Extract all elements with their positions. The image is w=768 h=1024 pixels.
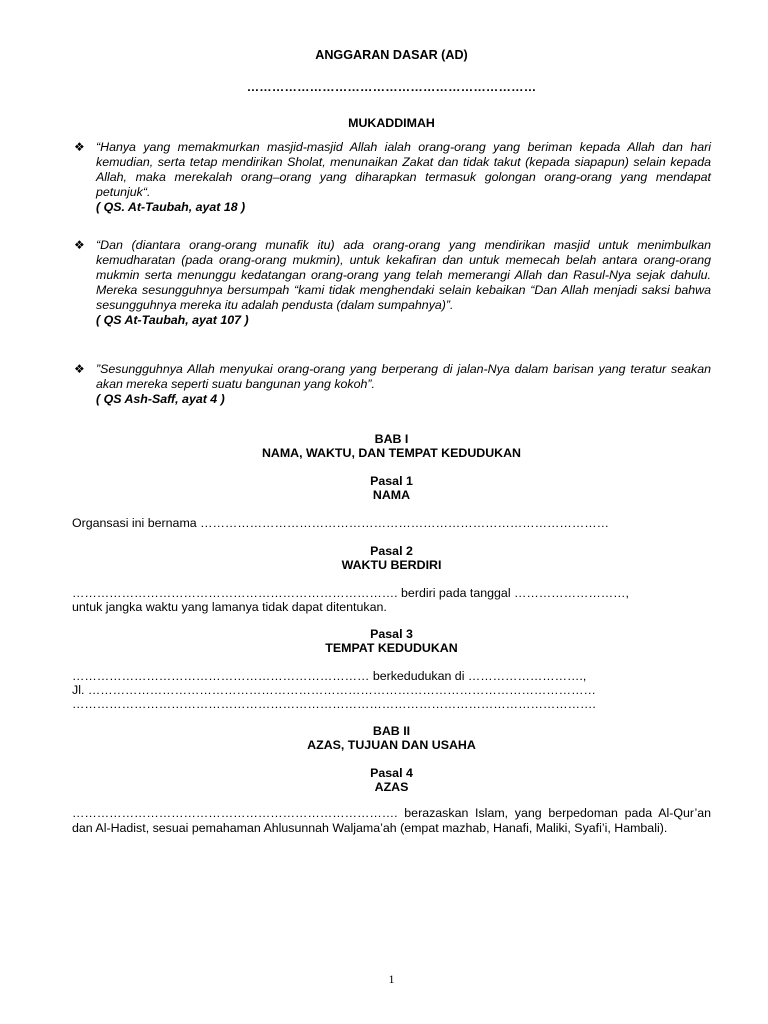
chapter-2-title: AZAS, TUJUAN DAN USAHA [307, 738, 476, 752]
quote-reference: ( QS. At-Taubah, ayat 18 ) [96, 200, 246, 214]
article-3-line-3: ………………………………………………………………………………………………………………. [72, 697, 596, 711]
diamond-bullet-icon: ❖ [74, 362, 85, 376]
quote-text: ”Sesungguhnya Allah menyukai orang-orang yang berperang di jalan-Nya dalam barisan yang teratur seakan akan mereka seperti suatu bangunan yang kokoh”. [96, 362, 711, 391]
chapter-1-label: BAB I [374, 432, 409, 446]
quote-block [72, 238, 711, 328]
document-page [72, 0, 711, 1024]
chapter-2-label: BAB II [372, 724, 411, 738]
article-2-line-2: untuk jangka waktu yang lamanya tidak dapat ditentukan. [72, 600, 387, 614]
quote-block [72, 140, 711, 215]
article-4-text: ……………………………………………………………………. berazaskan Islam, yang berpedoman pada Al-Qur’an dan Al-Hadist, sesuai pemahaman Ahlusunnah Waljama’ah (empat mazhab, Hanafi, Maliki, Syafi’i, Hambali). [72, 806, 711, 835]
article-2-line-1: ……………………………………………………………………. berdiri pada tanggal ………………………, [72, 586, 629, 600]
article-2-title: WAKTU BERDIRI [341, 558, 442, 572]
article-4-label: Pasal 4 [370, 766, 413, 780]
article-3-line-2: Jl. …………………………………………………………………………………………………………… [72, 683, 596, 697]
organization-name-blank: …………………………………………………………… [246, 80, 537, 94]
quote-reference: ( QS Ash-Saff, ayat 4 ) [96, 392, 225, 406]
article-3-label: Pasal 3 [370, 627, 413, 641]
article-3-line-1: ……………………………………………………………… berkedudukan di ………………………., [72, 669, 587, 683]
article-3-title: TEMPAT KEDUDUKAN [325, 641, 458, 655]
quote-reference: ( QS At-Taubah, ayat 107 ) [96, 313, 249, 327]
article-1-text: Organsasi ini bernama ……………………………………………………………………………………… [72, 516, 609, 530]
article-1-title: NAMA [372, 488, 411, 502]
article-4-title: AZAS [374, 780, 409, 794]
preamble-heading: MUKADDIMAH [348, 116, 435, 130]
quote-block [72, 362, 711, 407]
chapter-1-title: NAMA, WAKTU, DAN TEMPAT KEDUDUKAN [261, 446, 522, 460]
quote-text: “Hanya yang memakmurkan masjid-masjid Allah ialah orang-orang yang beriman kepada Allah dan hari kemudian, serta tetap mendirikan Sholat, menunaikan Zakat dan tidak takut (kepada siapapun) selain kepada Allah, maka merekalah orang–orang yang diharapkan termasuk golongan orang-orang yang mendapat petunjuk“. [96, 140, 711, 199]
diamond-bullet-icon: ❖ [74, 238, 85, 252]
document-title: ANGGARAN DASAR (AD) [315, 48, 468, 62]
page-number: 1 [388, 972, 395, 986]
article-2-label: Pasal 2 [370, 544, 413, 558]
diamond-bullet-icon: ❖ [74, 140, 85, 154]
article-1-label: Pasal 1 [370, 474, 413, 488]
quote-text: “Dan (diantara orang-orang munafik itu) ada orang-orang yang mendirikan masjid untuk menimbulkan kemudharatan (pada orang-orang mukmin), untuk kekafiran dan untuk memecah belah antara orang-orang mukmin serta menunggu kedatangan orang-orang yang telah memerangi Allah dan Rasul-Nya sejak dahulu. Mereka sesungguhnya bersumpah “kami tidak menghendaki selain kebaikan “Dan Allah menjadi saksi bahwa sesungguhnya mereka itu adalah pendusta (dalam sumpahnya)”. [96, 238, 711, 312]
